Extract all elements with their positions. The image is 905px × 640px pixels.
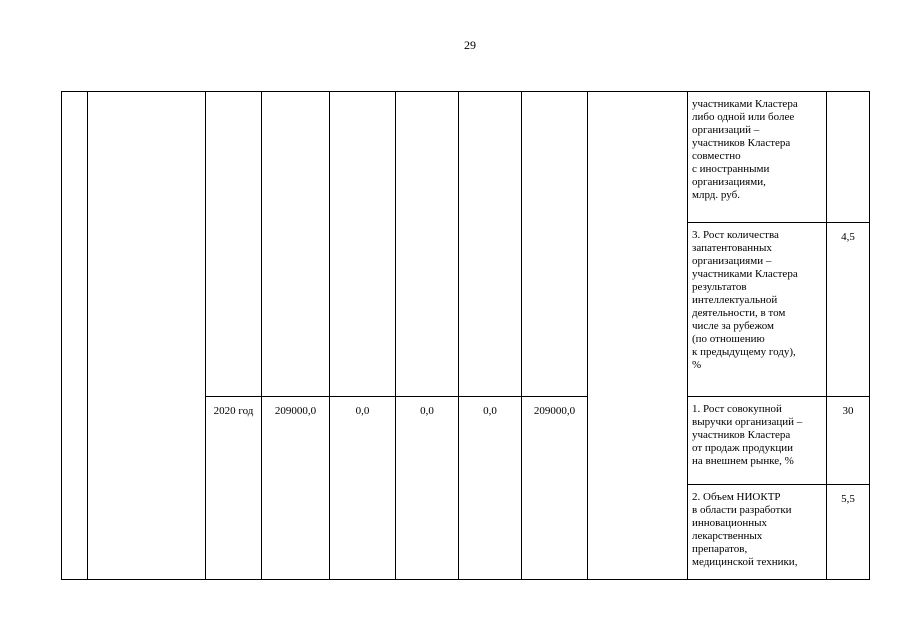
value-cell: 209000,0 [522,397,588,580]
empty-cell [396,92,459,397]
year-cell: 2020 год [206,397,262,580]
indicator-text: 2. Объем НИОКТР в области разработки инновационных лекарственных препаратов, медицинской техники, [688,485,827,580]
empty-cell [588,92,688,580]
program-table [61,91,870,580]
value-cell: 0,0 [459,397,522,580]
indicator-value: 5,5 [827,485,870,580]
empty-cell [330,92,396,397]
total-cell: 209000,0 [262,397,330,580]
empty-cell [262,92,330,397]
indicator-text: 3. Рост количества запатентованных организациями – участниками Кластера результатов интеллектуальной деятельности, в том числе за рубежом (по отношению к предыдущему году), % [688,223,827,397]
empty-cell [62,92,88,580]
indicator-value [827,92,870,223]
table-row [62,92,870,223]
indicator-text: участниками Кластера либо одной или более организаций – участников Кластера совместно с иностранными организациями, млрд. руб. [688,92,827,223]
indicator-value: 4,5 [827,223,870,397]
value-cell: 0,0 [396,397,459,580]
indicator-text: 1. Рост совокупной выручки организаций – участников Кластера от продаж продукции на внешнем рынке, % [688,397,827,485]
empty-cell [88,92,206,580]
empty-cell [206,92,262,397]
page-number: 29 [464,38,476,52]
indicator-value: 30 [827,397,870,485]
empty-cell [459,92,522,397]
value-cell: 0,0 [330,397,396,580]
empty-cell [522,92,588,397]
